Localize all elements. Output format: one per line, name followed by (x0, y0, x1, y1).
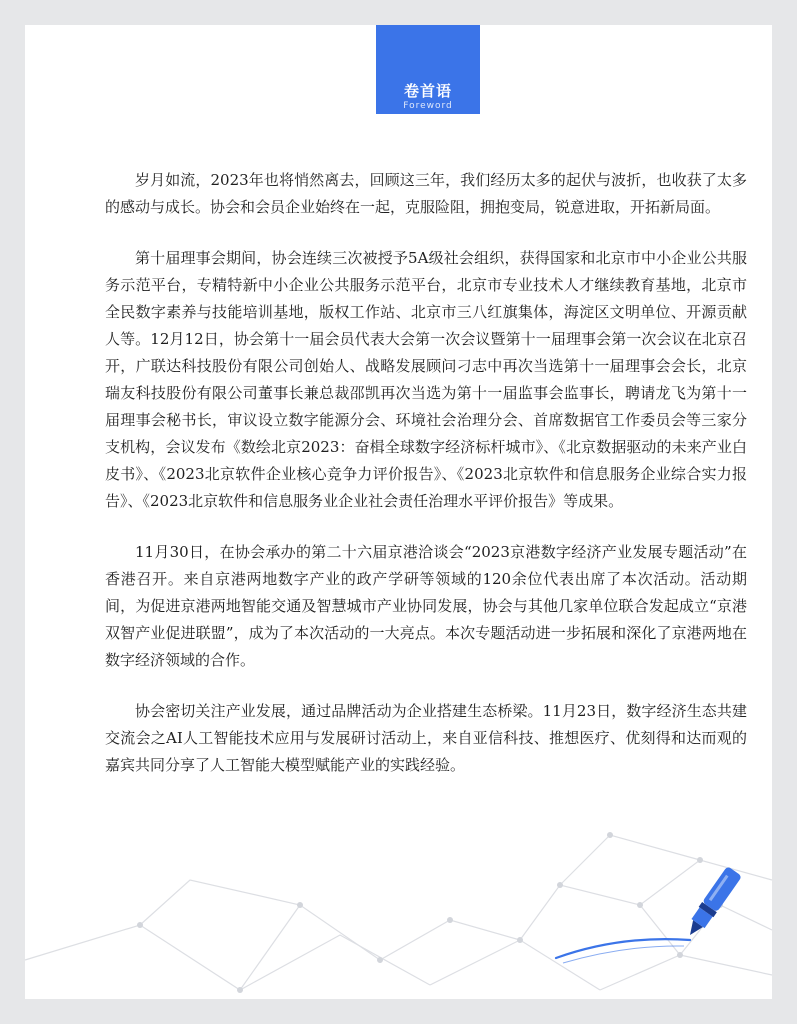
foreword-body (105, 167, 747, 779)
foreword-page (25, 25, 772, 999)
foreword-tab (376, 25, 480, 114)
page-title: 卷首语 (403, 82, 452, 100)
paragraph: 协会密切关注产业发展，通过品牌活动为企业搭建生态桥梁。11月23日，数字经济生态共建交流会之AI人工智能技术应用与发展研讨活动上，来自亚信科技、推想医疗、优刻得和达而观的嘉宾共同分享了人工智能大模型赋能产业的实践经验。 (105, 702, 747, 774)
page-subtitle: Foreword (403, 101, 453, 111)
paragraph: 11月30日，在协会承办的第二十六届京港洽谈会“2023京港数字经济产业发展专题活动”在香港召开。来自京港两地数字产业的政产学研等领域的120余位代表出席了本次活动。活动期间，为促进京港两地智能交通及智慧城市产业协同发展，协会与其他几家单位联合发起成立“京港双智产业促进联盟”，成为了本次活动的一大亮点。本次专题活动进一步拓展和深化了京港两地在数字经济领域的合作。 (105, 543, 747, 669)
paragraph: 第十届理事会期间，协会连续三次被授予5A级社会组织，获得国家和北京市中小企业公共服务示范平台，专精特新中小企业公共服务示范平台，北京市专业技术人才继续教育基地，北京市全民数字素养与技能培训基地，版权工作站、北京市三八红旗集体，海淀区文明单位、开源贡献人等。12月12日，协会第十一届会员代表大会第一次会议暨第十一届理事会第一次会议在北京召开，广联达科技股份有限公司创始人、战略发展顾问刁志中再次当选第十一届理事会会长，北京瑞友科技股份有限公司董事长兼总裁邵凯再次当选为第十一届监事会监事长，聘请龙飞为第十一届理事会秘书长，审议设立数字能源分会、环境社会治理分会、首席数据官工作委员会等三家分支机构，会议发布《数绘北京2023：奋楫全球数字经济标杆城市》、《北京数据驱动的未来产业白皮书》、《2023北京软件企业核心竞争力评价报告》、《2023北京软件和信息服务企业综合实力报告》、《2023北京软件和信息服务业企业社会责任治理水平评价报告》等成果。 (105, 249, 747, 510)
paragraph: 岁月如流，2023年也将悄然离去，回顾这三年，我们经历太多的起伏与波折，也收获了太多的感动与成长。协会和会员企业始终在一起，克服险阻，拥抱变局，锐意进取，开拓新局面。 (105, 171, 747, 216)
